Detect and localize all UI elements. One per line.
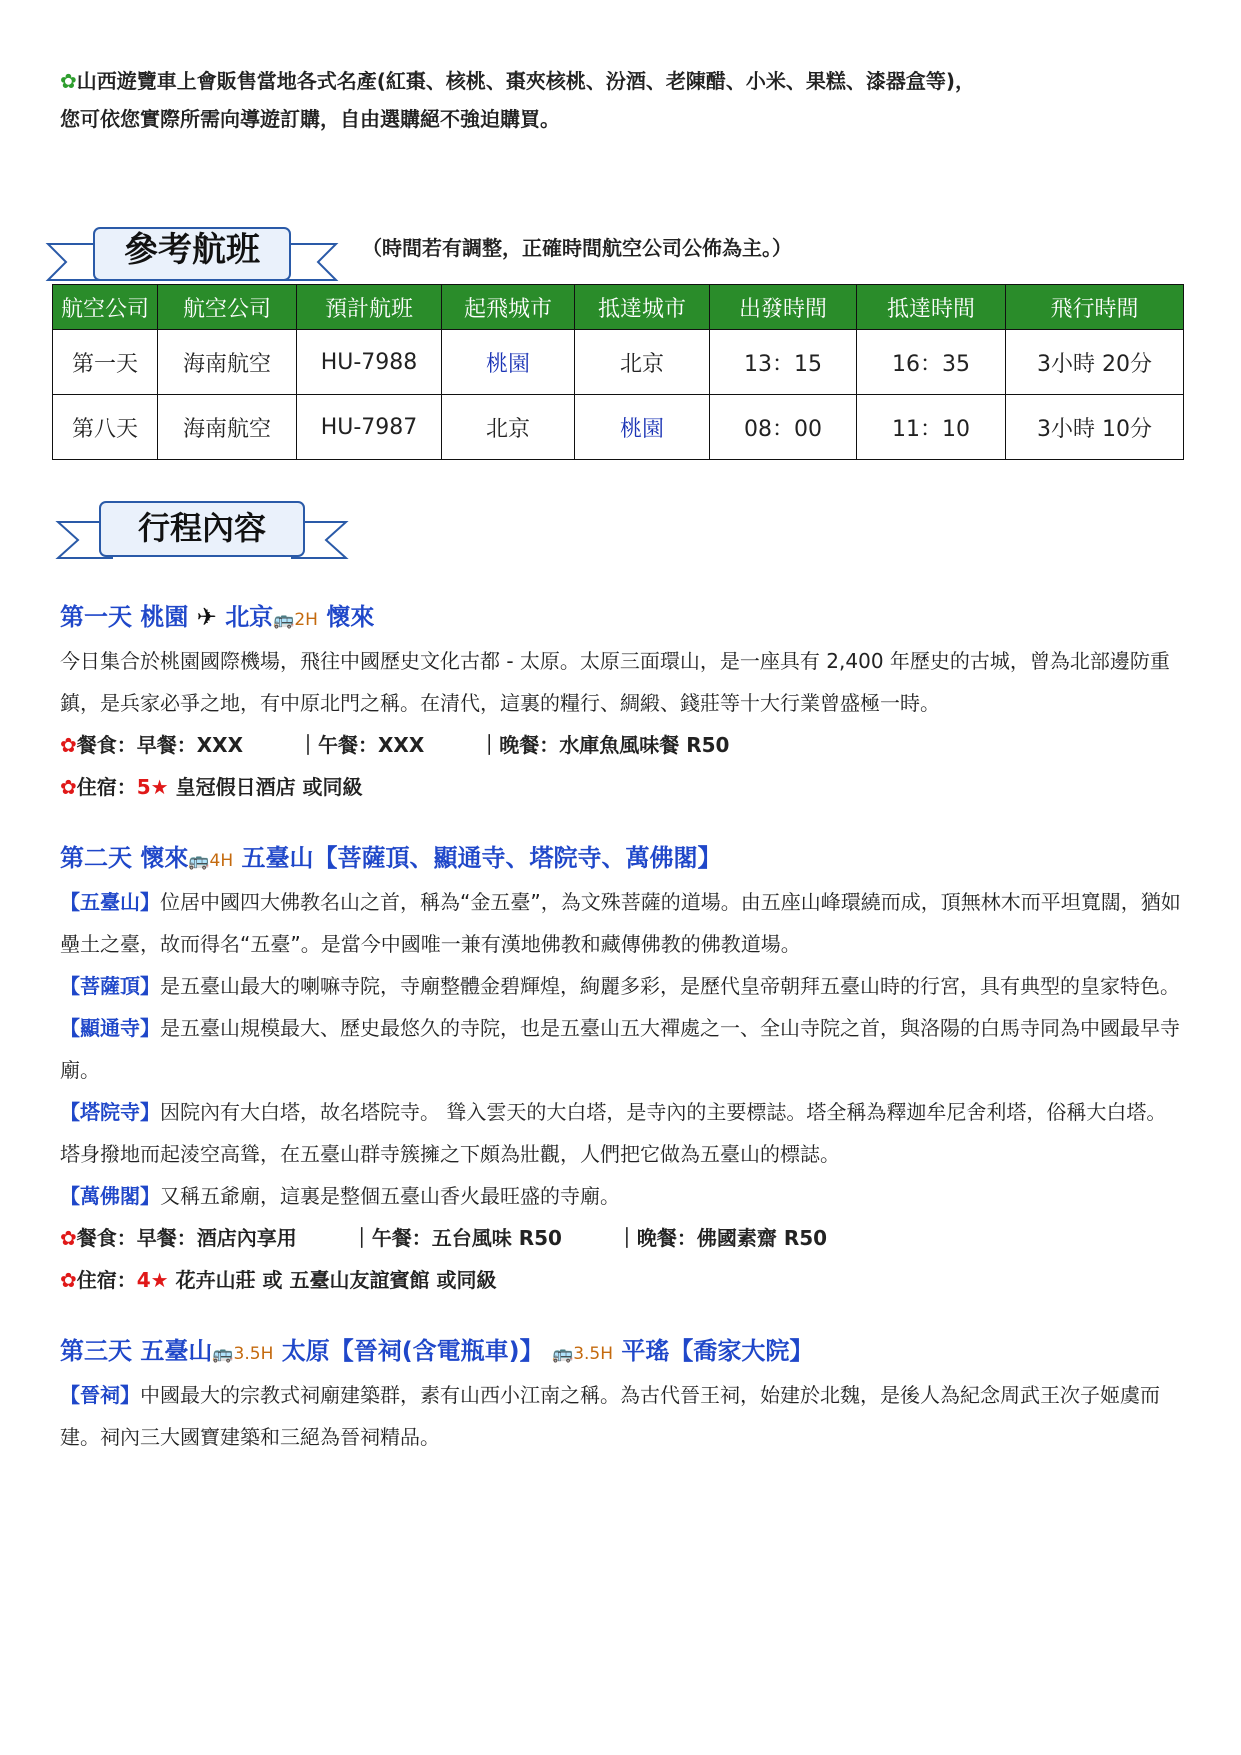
col-header: 預計航班 — [297, 285, 442, 330]
meal-line: ✿餐食：早餐：酒店內享用 ｜午餐：五台風味 R50 ｜晚餐：佛國素齋 R50 — [60, 1226, 828, 1250]
stay-line: ✿住宿：5★ 皇冠假日酒店 或同級 — [60, 775, 363, 799]
col-header: 航空公司 — [53, 285, 158, 330]
attraction-tag: 【菩薩頂】 — [60, 974, 160, 998]
table-cell: 3小時 20分 — [1006, 330, 1184, 395]
itinerary-title: 行程內容 — [137, 509, 266, 547]
col-header: 抵達時間 — [857, 285, 1006, 330]
shopping-notice — [60, 62, 1185, 138]
table-cell: 海南航空 — [158, 395, 297, 460]
table-cell: 桃園 — [442, 330, 575, 395]
notice-line-1: ✿山西遊覽車上會販售當地各式名產(紅棗、核桃、棗夾核桃、汾酒、老陳醋、小米、果糕、漆器盒等)， — [60, 69, 976, 93]
table-header-row — [53, 285, 1184, 330]
flight-note: （時間若有調整，正確時間航空公司公佈為主。） — [362, 236, 792, 260]
flower-icon: ✿ — [60, 775, 77, 799]
bus-icon: 🚌 — [273, 610, 295, 630]
attraction-tag: 【塔院寺】 — [60, 1100, 160, 1124]
table-row — [53, 330, 1184, 395]
attraction-paragraph: 【五臺山】位居中國四大佛教名山之首，稱為“金五臺”，為文殊菩薩的道場。由五座山峰環繞而成，頂無林木而平坦寬闊，猶如壘土之臺，故而得名“五臺”。是當今中國唯一兼有漢地佛教和藏傳佛教的佛教道場。 — [60, 890, 1181, 956]
day-title: 第一天 桃園 ✈ 北京🚌2H 懷來 — [60, 603, 375, 631]
table-cell: HU-7988 — [297, 330, 442, 395]
table-cell: 北京 — [575, 330, 710, 395]
flower-icon: ✿ — [60, 733, 77, 757]
attraction-paragraph: 【塔院寺】因院內有大白塔，故名塔院寺。 聳入雲天的大白塔，是寺內的主要標誌。塔全稱為釋迦牟尼舍利塔，俗稱大白塔。塔身撥地而起淩空高聳，在五臺山群寺簇擁之下頗為壯觀，人們把它做為五臺山的標誌。 — [60, 1100, 1167, 1166]
attraction-tag: 【萬佛閣】 — [60, 1184, 160, 1208]
day-title: 第三天 五臺山🚌3.5H 太原【晉祠(含電瓶車)】 🚌3.5H 平瑤【喬家大院】 — [60, 1337, 814, 1365]
table-cell: 桃園 — [575, 395, 710, 460]
col-header: 飛行時間 — [1006, 285, 1184, 330]
attraction-paragraph: 【晉祠】中國最大的宗教式祠廟建築群，素有山西小江南之稱。為古代晉王祠，始建於北魏，是後人為紀念周武王次子姬虞而建。祠內三大國寶建築和三絕為晉祠精品。 — [60, 1383, 1160, 1449]
attraction-paragraph: 【菩薩頂】是五臺山最大的喇嘛寺院，寺廟整體金碧輝煌，絢麗多彩，是歷代皇帝朝拜五臺山時的行宮，具有典型的皇家特色。 — [60, 974, 1180, 998]
flower-icon: ✿ — [60, 69, 77, 93]
col-header: 出發時間 — [710, 285, 857, 330]
plane-icon: ✈ — [196, 603, 217, 631]
col-header: 抵達城市 — [575, 285, 710, 330]
flower-icon: ✿ — [60, 1226, 77, 1250]
bus-icon: 🚌 — [188, 851, 210, 871]
attraction-paragraph: 【萬佛閣】又稱五爺廟，這裏是整個五臺山香火最旺盛的寺廟。 — [60, 1184, 620, 1208]
bus-icon: 🚌 — [212, 1344, 234, 1364]
table-cell: 第一天 — [53, 330, 158, 395]
stay-line: ✿住宿：4★ 花卉山莊 或 五臺山友誼賓館 或同級 — [60, 1268, 497, 1292]
flight-section-title: 參考航班 — [124, 230, 260, 270]
day-title: 第二天 懷來🚌4H 五臺山【菩薩頂、顯通寺、塔院寺、萬佛閣】 — [60, 844, 722, 872]
attraction-tag: 【五臺山】 — [60, 890, 160, 914]
itinerary-banner — [52, 492, 352, 572]
table-cell: 海南航空 — [158, 330, 297, 395]
attraction-tag: 【顯通寺】 — [60, 1016, 160, 1040]
drive-duration: 4H — [209, 851, 234, 871]
day-description: 今日集合於桃園國際機場，飛往中國歷史文化古都 - 太原。太原三面環山，是一座具有 2,400 年歷史的古城，曾為北部邊防重鎮，是兵家必爭之地，有中原北門之稱。在清代，這裏的糧行、綢緞、錢莊等十大行業曾盛極一時。 — [60, 649, 1170, 715]
bus-icon: 🚌 — [552, 1344, 574, 1364]
flight-section-header — [60, 222, 1185, 292]
notice-line-2: 您可依您實際所需向導遊訂購，自由選購絕不強迫購買。 — [60, 107, 560, 131]
table-cell: HU-7987 — [297, 395, 442, 460]
attraction-paragraph: 【顯通寺】是五臺山規模最大、歷史最悠久的寺院，也是五臺山五大禪處之一、全山寺院之首，與洛陽的白馬寺同為中國最早寺廟。 — [60, 1016, 1180, 1082]
table-row — [53, 395, 1184, 460]
drive-duration: 3.5H — [233, 1344, 274, 1364]
itinerary-content — [60, 597, 1185, 1458]
attraction-tag: 【晉祠】 — [60, 1383, 140, 1407]
table-cell: 08：00 — [710, 395, 857, 460]
table-cell: 第八天 — [53, 395, 158, 460]
table-cell: 3小時 10分 — [1006, 395, 1184, 460]
flower-icon: ✿ — [60, 1268, 77, 1292]
table-cell: 13：15 — [710, 330, 857, 395]
table-cell: 11：10 — [857, 395, 1006, 460]
table-cell: 16：35 — [857, 330, 1006, 395]
drive-duration: 3.5H — [573, 1344, 614, 1364]
flight-table — [52, 284, 1184, 460]
flight-banner — [42, 222, 312, 292]
col-header: 起飛城市 — [442, 285, 575, 330]
drive-duration: 2H — [294, 610, 318, 630]
hotel-rating: 5★ — [136, 775, 169, 799]
hotel-rating: 4★ — [136, 1268, 169, 1292]
col-header: 航空公司 — [158, 285, 297, 330]
table-cell: 北京 — [442, 395, 575, 460]
meal-line: ✿餐食：早餐：XXX ｜午餐：XXX ｜晚餐：水庫魚風味餐 R50 — [60, 733, 730, 757]
